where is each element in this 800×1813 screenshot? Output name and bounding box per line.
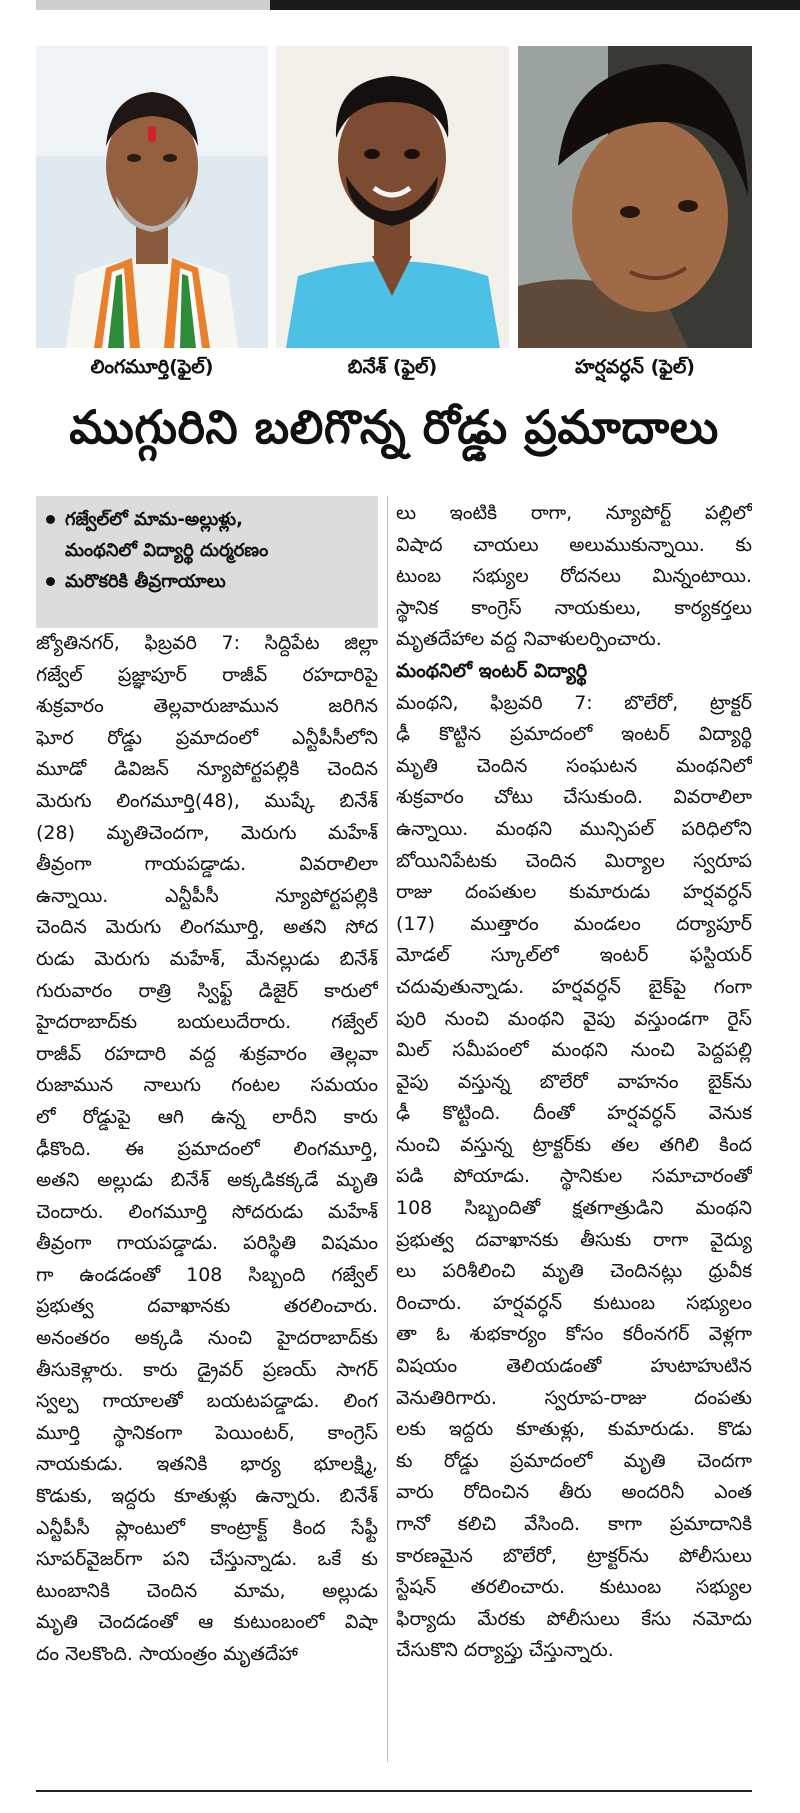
photo-binesh xyxy=(276,46,509,348)
article-text-line: గా ఉండడంతో 108 సిబ్బంది గజ్వేల్ xyxy=(36,1263,378,1286)
article-text-line: రించారు. హర్షవర్ధన్ కుటుంబ సభ్యులం xyxy=(396,1291,752,1314)
article-text-line: జ్యోతినగర్, ఫిబ్రవరి 7: సిద్దిపేట జిల్లా xyxy=(36,632,378,654)
article-text-line: గురువారం రాత్రి స్విఫ్ట్ డిజైర్ కారులో xyxy=(36,979,378,1002)
article-text-line: మోడల్ స్కూల్‌లో ఇంటర్ ఫస్టియర్ xyxy=(396,944,752,967)
article-text-line: అతని అల్లుడు బినేశ్ అక్కడికక్కడే మృతి xyxy=(36,1169,378,1192)
article-text-line: ఢీ కొట్టిన ప్రమాదంలో ఇంటర్ విద్యార్థి xyxy=(396,723,752,746)
article-text-line: తీవ్రంగా గాయపడ్డాడు. వివరాలిలా xyxy=(36,853,378,876)
article-text-line: శుక్రవారం చోటు చేసుకుంది. వివరాలిలా xyxy=(396,786,752,809)
article-text-line: తా ఓ శుభకార్యం కోసం కరీంనగర్ వెళ్లగా xyxy=(396,1323,752,1346)
top-bar-black-segment xyxy=(270,0,800,10)
article-text-line: తీవ్రంగా గాయపడ్డాడు. పరిస్థితి విషమం xyxy=(36,1232,378,1255)
article-text-line: కారణమైన బొలేరో, ట్రాక్టర్‌ను పోలీసులు xyxy=(396,1544,752,1567)
article-text-line: పురి నుంచి మంథని వైపు వస్తుండగా రైస్ xyxy=(396,1007,752,1030)
article-text-line: మెరుగు లింగమూర్తి(48), ముష్కే బినేశ్ xyxy=(36,789,378,812)
article-text-line: రాజీవ్ రహదారి వద్ద శుక్రవారం తెల్లవా xyxy=(36,1042,378,1065)
article-text-line: రుడు మెరుగు మహేశ్, మేనల్లుడు బినేశ్ xyxy=(36,947,378,970)
article-text-line: విషయం తెలియడంతో హుటాహుటిన xyxy=(396,1355,752,1378)
bullet-icon xyxy=(46,577,55,586)
article-text-line: గజ్వేల్ ప్రజ్ఞాపూర్ రాజీవ్ రహదారిపై xyxy=(36,663,378,686)
article-text-line: 108 సిబ్బందితో క్షతగాత్రుడిని మంథని xyxy=(396,1197,752,1220)
article-text-line: (28) మృతిచెందగా, మెరుగు మహేశ్ xyxy=(36,821,378,844)
article-text-line: లు ఇంటికి రాగా, న్యూపోర్ట్ పల్లిలో xyxy=(396,502,752,524)
article-text-line: వెనుతిరిగారు. స్వరూప-రాజు దంపతు xyxy=(396,1386,752,1409)
article-text-line: కొడుకు, ఇద్దరు కూతుళ్లు ఉన్నారు. బినేశ్ xyxy=(36,1485,378,1508)
article-text-line: స్థానిక కాంగ్రెస్ నాయకులు, కార్యకర్తలు xyxy=(396,596,752,619)
article-text-line: కు రోడ్డు ప్రమాదంలో మృతి చెందగా xyxy=(396,1449,752,1472)
article-text-line: మిల్ సమీపంలో మంథని నుంచి పెద్దపల్లి xyxy=(396,1039,752,1062)
caption-person-2: బినేశ్ (ఫైల్) xyxy=(347,356,438,378)
page-top-bar xyxy=(36,0,800,10)
article-text-line: విషాద చాయలు అలుముకున్నాయి. కు xyxy=(396,533,752,556)
top-bar-gray-segment xyxy=(36,0,270,10)
article-text-line: చెందిన మెరుగు లింగమూర్తి, అతని సోద xyxy=(36,916,378,939)
kicker-text: గజ్వేల్‌లో మామ-అల్లుళ్లు, మంథనిలో విద్యార్థి దుర్మరణం xyxy=(65,509,269,561)
article-text-line: తీసుకెళ్లారు. కారు డ్రైవర్ ప్రణయ్ సాగర్ xyxy=(36,1358,378,1381)
article-text-line: నుంచి వస్తున్న ట్రాక్టర్‌కు తల తగిలి కింద xyxy=(396,1133,752,1156)
article-text-line: మూడో డివిజన్ న్యూపోర్టపల్లికి చెందిన xyxy=(36,758,378,781)
article-text-line: ఘోర రోడ్డు ప్రమాదంలో ఎన్టీపీసీలోని xyxy=(36,726,378,749)
article-text-line: ఢీకొంది. ఈ ప్రమాదంలో లింగమూర్తి, xyxy=(36,1137,378,1160)
right-column-continuation xyxy=(396,498,752,656)
article-text-line: మృతదేహాల వద్ద నివాళులర్పించారు. xyxy=(396,628,662,651)
article-text-line: సూపర్‌వైజర్‌గా పని చేస్తున్నాడు. ఒకే కు xyxy=(36,1548,378,1571)
caption-person-1: లింగమూర్తి(ఫైల్) xyxy=(90,356,214,378)
article-text-line: దం నెలకొంది. సాయంత్రం మృతదేహా xyxy=(36,1643,298,1665)
article-column-right xyxy=(396,498,752,1667)
article-text-line: హైదరాబాద్‌కు బయలుదేరారు. గజ్వేల్ xyxy=(36,1011,378,1034)
article-text-line: ప్రభుత్వ దవాఖానకు తరలించారు. xyxy=(36,1295,378,1318)
article-text-line: రాజు దంపతుల కుమారుడు హర్షవర్ధన్ xyxy=(396,881,752,904)
article-text-line: మంథని, ఫిబ్రవరి 7: బొలేరో, ట్రాక్టర్ xyxy=(396,691,752,714)
article-column-left xyxy=(36,628,378,1671)
kicker-text: మరొకరికి తీవ్రగాయాలు xyxy=(65,571,226,592)
caption-person-3: హర్షవర్ధన్ (ఫైల్) xyxy=(575,356,695,378)
article-text-line: ఉన్నాయి. మంథని మున్సిపల్ పరిధిలోని xyxy=(396,817,752,840)
article-text-line: వైపు వస్తున్న బొలేరో వాహనం బైక్‌ను xyxy=(396,1070,752,1093)
article-text-line: చెందారు. లింగమూర్తి సోదరుడు మహేశ్ xyxy=(36,1200,378,1223)
article-text-line: బోయినిపేటకు చెందిన మిర్యాల స్వరూప xyxy=(396,849,752,872)
article-headline: ముగ్గురిని బలిగొన్న రోడ్డు ప్రమాదాలు xyxy=(69,400,719,454)
article-text-line: ఉన్నాయి. ఎన్టీపీసీ న్యూపోర్టపల్లికి xyxy=(36,884,378,907)
article-subheading: మంథనిలో ఇంటర్ విద్యార్థి xyxy=(396,659,588,682)
article-text-line: మృతి చెందిన సంఘటన మంథనిలో xyxy=(396,754,752,777)
column-divider xyxy=(387,496,388,1762)
right-column-story-2 xyxy=(396,688,752,1667)
article-text-line: వారు రోదించిన తీరు అందరినీ ఎంత xyxy=(396,1481,752,1504)
photo-harshavardhan xyxy=(518,46,752,348)
article-text-line: ఫిర్యాదు మేరకు పోలీసులు కేసు నమోదు xyxy=(396,1607,752,1630)
article-text-line: మూర్తి స్థానికంగా పెయింటర్, కాంగ్రెస్ xyxy=(36,1421,378,1444)
article-text-line: చేసుకొని దర్యాప్తు చేస్తున్నారు. xyxy=(396,1639,614,1662)
article-text-line: స్వల్ప గాయాలతో బయటపడ్డాడు. లింగ xyxy=(36,1390,378,1413)
photo-lingamurthy xyxy=(36,46,268,348)
kicker-item xyxy=(46,504,368,566)
article-text-line: లు పరిశీలించి మృతి చెందినట్లు ధ్రువీక xyxy=(396,1260,752,1283)
article-text-line: లో రోడ్డుపై ఆగి ఉన్న లారీని కారు xyxy=(36,1105,378,1128)
article-text-line: ఎన్టీపీసీ ప్లాంటులో కాంట్రాక్ట్ కింద సేఫ్టీ xyxy=(36,1516,378,1539)
article-text-line: ఢీ కొట్టింది. దీంతో హర్షవర్ధన్ వెనుక xyxy=(396,1102,752,1125)
article-text-line: పడి పోయాడు. స్థానికుల సమాచారంతో xyxy=(396,1165,752,1188)
article-text-line: స్టేషన్ తరలించారు. కుటుంబ సభ్యుల xyxy=(396,1576,752,1599)
article-text-line: మృతి చెందడంతో ఆ కుటుంబంలో విషా xyxy=(36,1611,378,1634)
bullet-icon xyxy=(46,515,55,524)
article-text-line: టుంబానికి చెందిన మామ, అల్లుడు xyxy=(36,1579,378,1602)
kicker-box xyxy=(36,496,378,628)
kicker-item xyxy=(46,566,368,597)
bottom-rule xyxy=(36,1790,752,1792)
article-text-line: చదువుతున్నాడు. హర్షవర్ధన్ బైక్‌పై గంగా xyxy=(396,975,752,998)
article-text-line: ప్రభుత్వ దవాఖానకు తీసుకు రాగా వైద్యు xyxy=(396,1228,752,1251)
article-text-line: అనంతరం అక్కడి నుంచి హైదరాబాద్‌కు xyxy=(36,1327,378,1350)
article-text-line: శుక్రవారం తెల్లవారుజామున జరిగిన xyxy=(36,695,378,718)
article-text-line: లకు ఇద్దరు కూతుళ్లు, కుమారుడు. కొడు xyxy=(396,1418,752,1441)
article-text-line: గానో కలిచి వేసింది. కాగా ప్రమాదానికి xyxy=(396,1513,752,1535)
article-text-line: (17) ముత్తారం మండలం దర్యాపూర్ xyxy=(396,912,752,935)
article-text-line: రుజామున నాలుగు గంటల సమయం xyxy=(36,1074,378,1097)
article-text-line: టుంబ సభ్యుల రోదనలు మిన్నంటాయి. xyxy=(396,565,752,588)
article-text-line: నాయకుడు. ఇతనికి భార్య భూలక్ష్మి, xyxy=(36,1453,378,1476)
